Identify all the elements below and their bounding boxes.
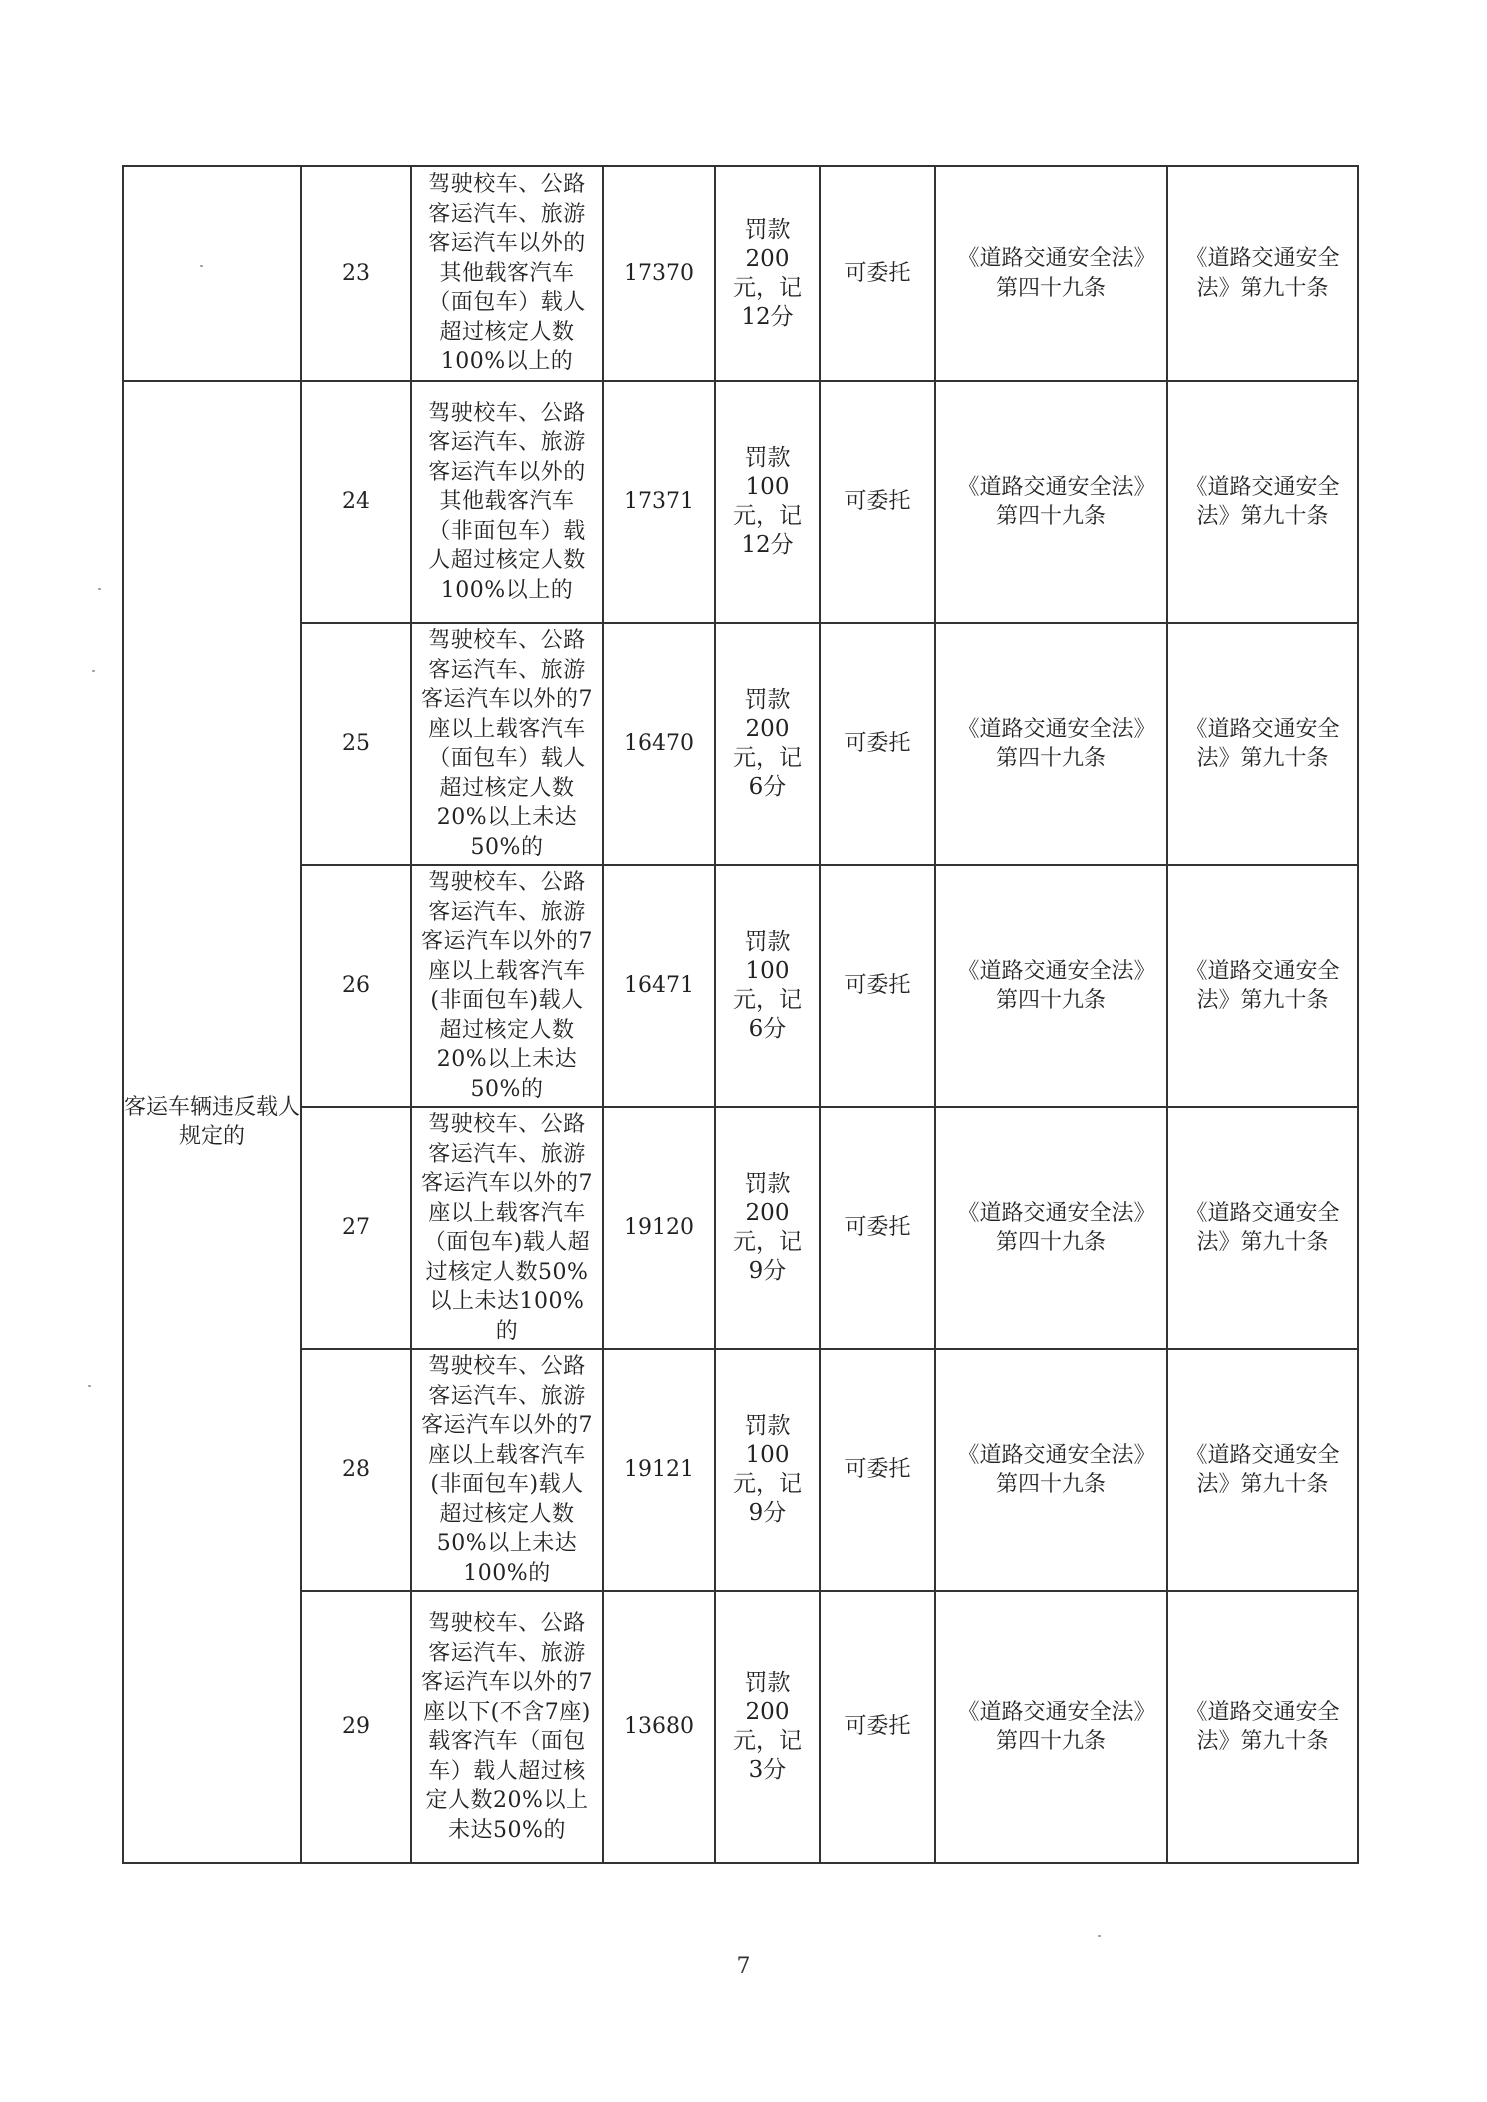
fine-cell [715,166,820,381]
fine-text: 罚款100元，记9分 [733,1413,802,1526]
description-cell [411,1107,603,1349]
penalty-basis-cell [1167,1591,1358,1863]
seq-cell: 25 [301,623,411,865]
table-row [123,381,1358,623]
delegation-cell: 可委托 [820,623,935,865]
code-cell: 16471 [603,865,715,1107]
delegation-cell: 可委托 [820,865,935,1107]
delegation-cell: 可委托 [820,1107,935,1349]
table-row [123,865,1358,1107]
description-cell [411,623,603,865]
description-cell [411,166,603,381]
description-text: 驾驶校车、公路客运汽车、旅游客运汽车以外的7座以上载客汽车(非面包车)载人超过核定人数20%以上未达50%的 [421,870,593,1102]
basis-cell [935,1591,1167,1863]
scan-speck [88,1385,91,1387]
fine-cell [715,865,820,1107]
penalty-basis-cell [1167,1107,1358,1349]
fine-cell [715,1591,820,1863]
category-cell: 客运车辆违反载人规定的 [123,381,301,1863]
table-row [123,166,1358,381]
basis-text: 《道路交通安全法》第四十九条 [957,1200,1145,1255]
penalty-basis-cell [1167,623,1358,865]
fine-text: 罚款200元，记3分 [733,1670,802,1783]
page-number: 7 [736,1954,751,1979]
scan-speck [200,265,203,267]
basis-text: 《道路交通安全法》第四十九条 [957,1699,1145,1754]
penalty-basis-cell [1167,381,1358,623]
basis-cell [935,381,1167,623]
fine-cell [715,1107,820,1349]
fine-cell [715,1349,820,1591]
scan-speck [98,588,101,590]
basis-text: 《道路交通安全法》第四十九条 [957,716,1145,771]
description-cell [411,865,603,1107]
penalty-basis-text: 《道路交通安全法》第九十条 [1185,1442,1340,1497]
penalty-basis-cell [1167,166,1358,381]
code-cell: 17370 [603,166,715,381]
penalty-basis-text: 《道路交通安全法》第九十条 [1185,1200,1340,1255]
penalty-basis-text: 《道路交通安全法》第九十条 [1185,246,1340,301]
seq-cell: 24 [301,381,411,623]
code-cell: 19120 [603,1107,715,1349]
seq-cell: 26 [301,865,411,1107]
basis-cell [935,623,1167,865]
category-cell-empty [123,166,301,381]
delegation-cell: 可委托 [820,1591,935,1863]
code-cell: 19121 [603,1349,715,1591]
violations-table [122,165,1359,1864]
scan-speck [92,670,95,672]
description-cell [411,1591,603,1863]
code-cell: 16470 [603,623,715,865]
basis-text: 《道路交通安全法》第四十九条 [957,474,1145,529]
fine-cell [715,623,820,865]
seq-cell: 27 [301,1107,411,1349]
penalty-basis-text: 《道路交通安全法》第九十条 [1185,958,1340,1013]
description-text: 驾驶校车、公路客运汽车、旅游客运汽车以外的7座以下(不含7座)载客汽车（面包车）载人超过核定人数20%以上未达50%的 [421,1611,593,1843]
table-row [123,623,1358,865]
table-row [123,1591,1358,1863]
scan-speck [1098,1935,1101,1937]
penalty-basis-cell [1167,1349,1358,1591]
code-cell: 13680 [603,1591,715,1863]
description-text: 驾驶校车、公路客运汽车、旅游客运汽车以外的其他载客汽车（非面包车）载人超过核定人数100%以上的 [428,400,586,603]
basis-cell [935,865,1167,1107]
description-cell [411,381,603,623]
fine-text: 罚款200元，记9分 [733,1171,802,1284]
description-text: 驾驶校车、公路客运汽车、旅游客运汽车以外的7座以上载客汽车（面包车)载人超过核定人数50%以上未达100%的 [421,1112,593,1344]
fine-text: 罚款100元，记6分 [733,929,802,1042]
penalty-basis-text: 《道路交通安全法》第九十条 [1185,1699,1340,1754]
table-row [123,1107,1358,1349]
seq-cell: 23 [301,166,411,381]
penalty-basis-text: 《道路交通安全法》第九十条 [1185,474,1340,529]
penalty-basis-text: 《道路交通安全法》第九十条 [1185,716,1340,771]
basis-cell [935,1349,1167,1591]
description-text: 驾驶校车、公路客运汽车、旅游客运汽车以外的7座以上载客汽车(非面包车)载人超过核定人数50%以上未达100%的 [421,1354,593,1586]
delegation-cell: 可委托 [820,1349,935,1591]
code-cell: 17371 [603,381,715,623]
description-cell [411,1349,603,1591]
delegation-cell: 可委托 [820,381,935,623]
basis-text: 《道路交通安全法》第四十九条 [957,958,1145,1013]
table-row [123,1349,1358,1591]
fine-text: 罚款200元，记6分 [733,687,802,800]
basis-cell [935,1107,1167,1349]
description-text: 驾驶校车、公路客运汽车、旅游客运汽车以外的7座以上载客汽车（面包车）载人超过核定人数20%以上未达50%的 [421,628,593,860]
basis-text: 《道路交通安全法》第四十九条 [957,1442,1145,1497]
delegation-cell: 可委托 [820,166,935,381]
basis-text: 《道路交通安全法》第四十九条 [957,246,1145,301]
seq-cell: 28 [301,1349,411,1591]
seq-cell: 29 [301,1591,411,1863]
penalty-basis-cell [1167,865,1358,1107]
fine-text: 罚款100元，记12分 [733,445,802,558]
basis-cell [935,166,1167,381]
fine-text: 罚款200元，记12分 [733,216,802,330]
fine-cell [715,381,820,623]
description-text: 驾驶校车、公路客运汽车、旅游客运汽车以外的其他载客汽车（面包车）载人超过核定人数100%以上的 [428,172,586,375]
